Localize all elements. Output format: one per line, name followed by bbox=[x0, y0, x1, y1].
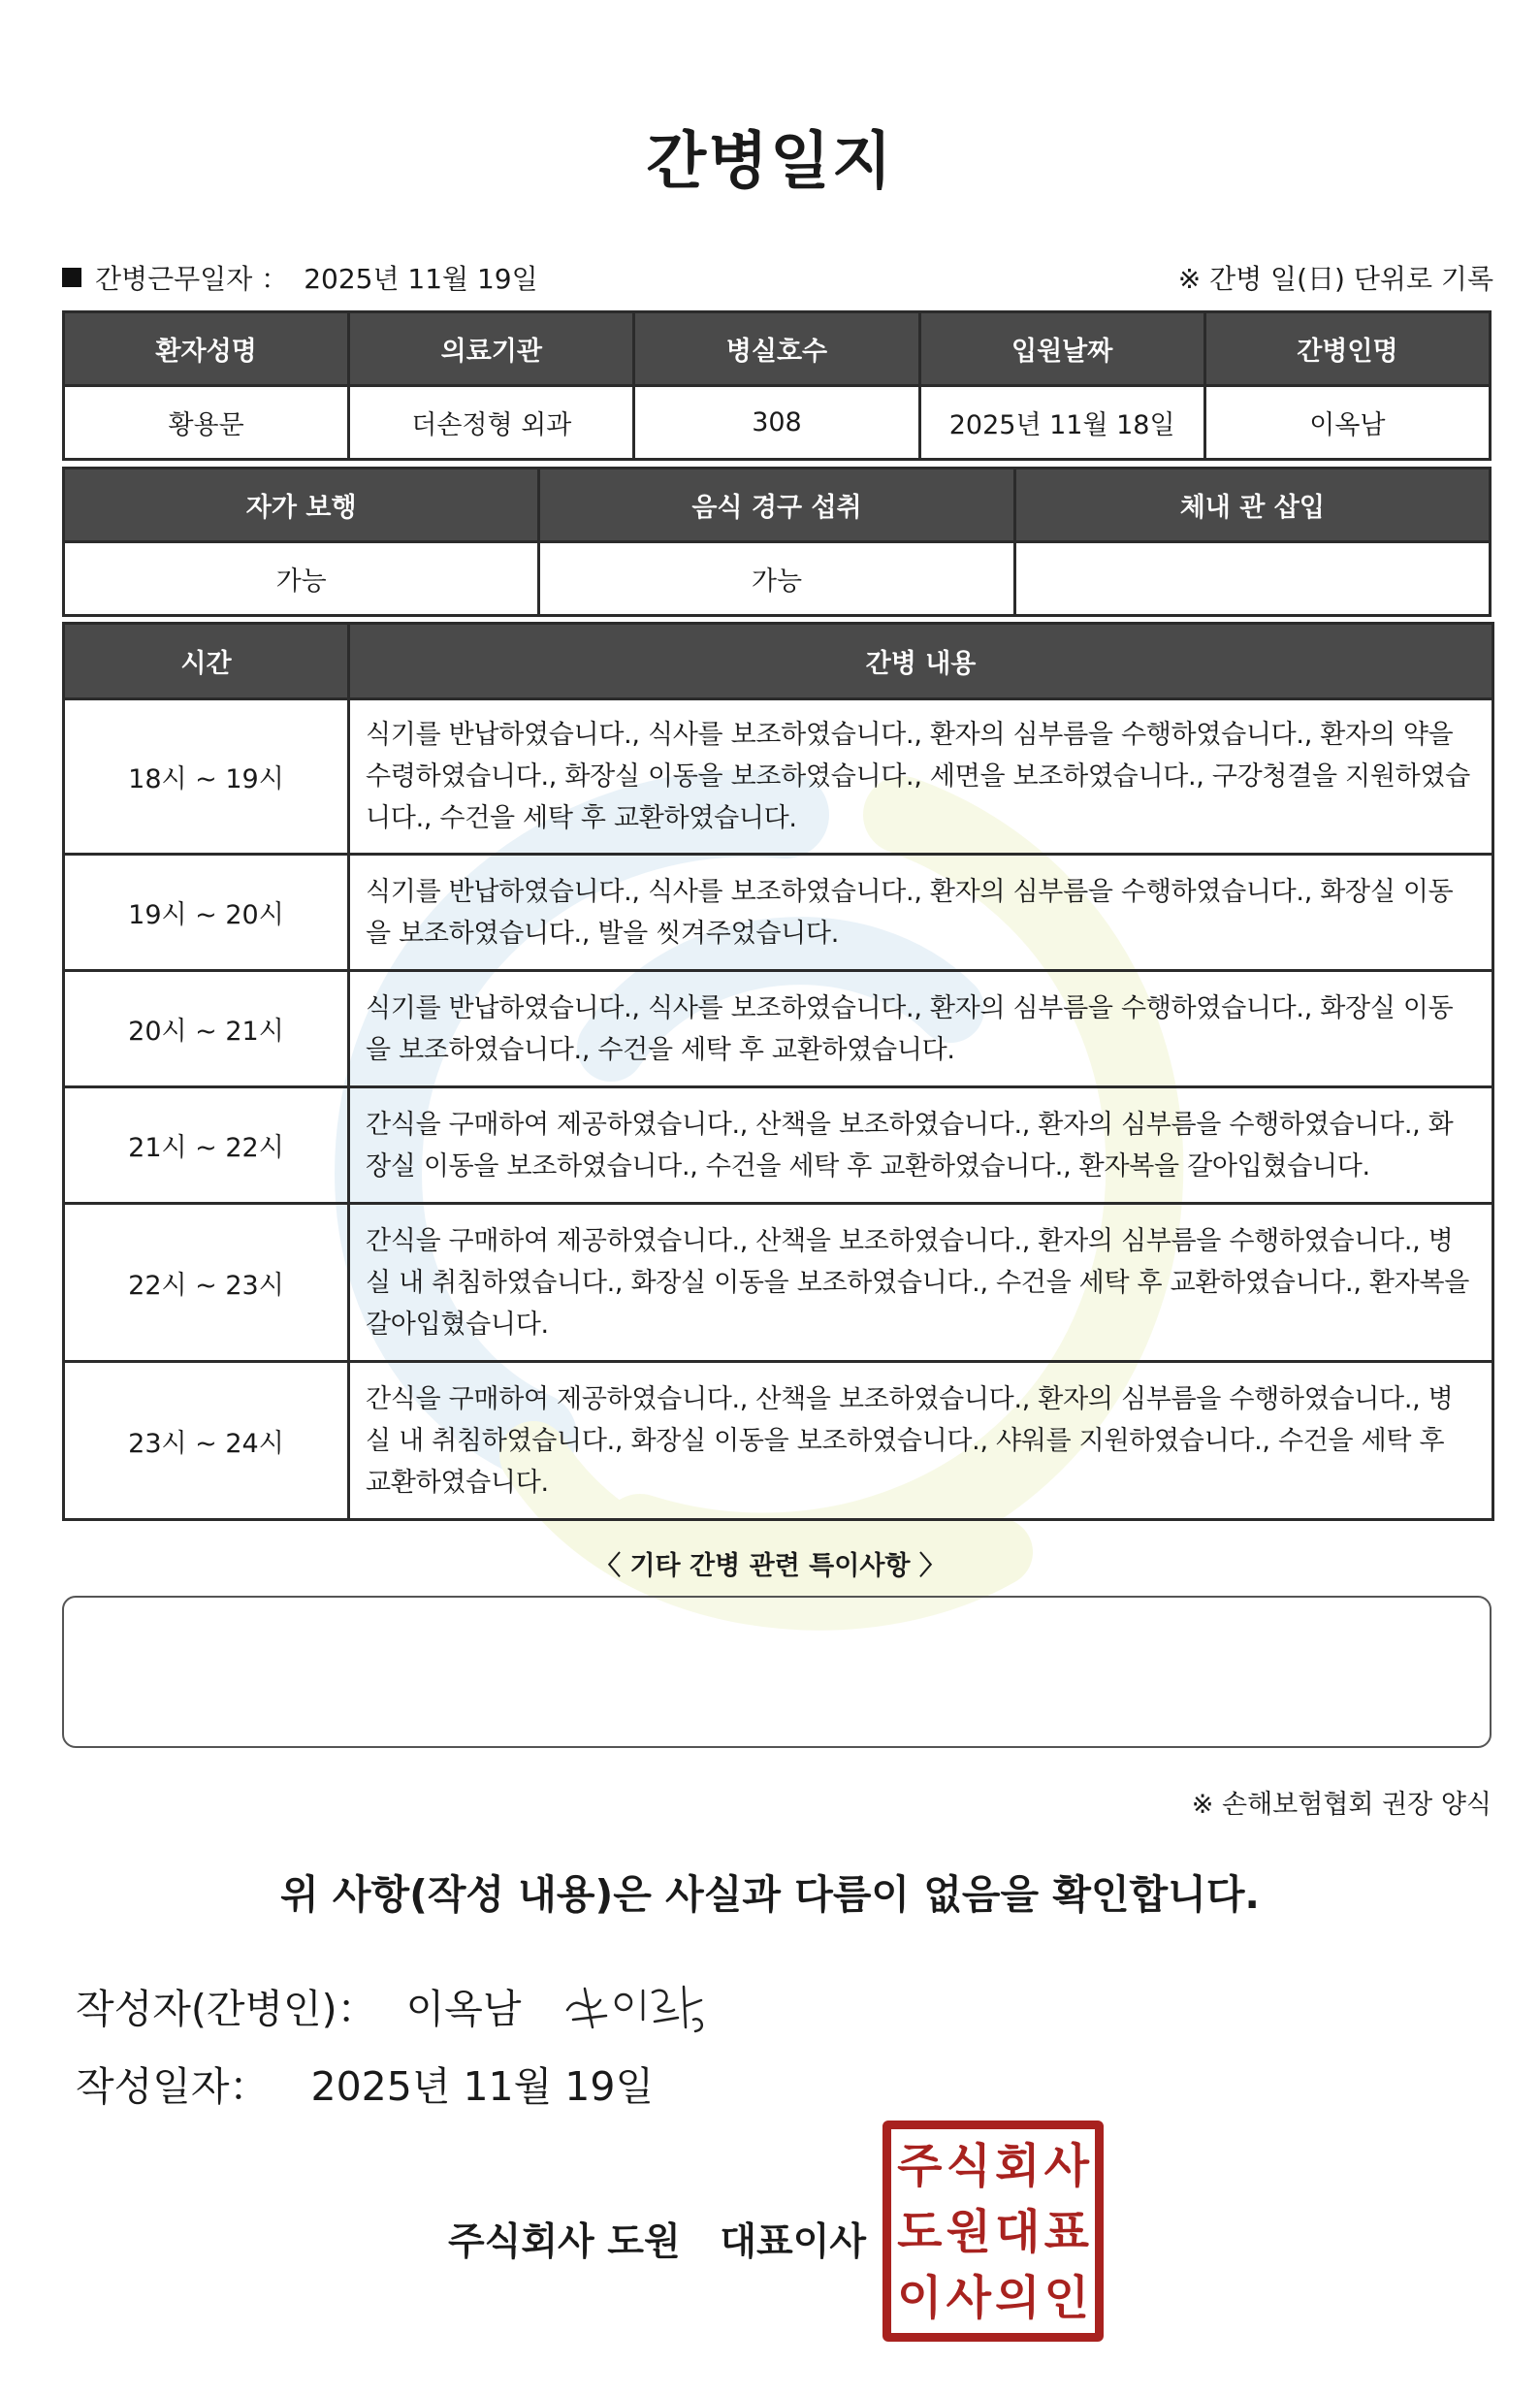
time-slot: 21시 ~ 22시 bbox=[64, 1087, 349, 1204]
company-representative: 주식회사 도원 대표이사 bbox=[448, 2220, 867, 2264]
room-number: 308 bbox=[634, 386, 919, 460]
written-date-row bbox=[76, 2055, 654, 2112]
header-care-content: 간병 내용 bbox=[349, 624, 1493, 699]
patient-name: 황용문 bbox=[64, 386, 349, 460]
time-slot: 23시 ~ 24시 bbox=[64, 1362, 349, 1520]
header-admission-date: 입원날짜 bbox=[919, 312, 1204, 386]
seal-char: 인 bbox=[1043, 2271, 1089, 2325]
patient-info-header-row bbox=[64, 312, 1491, 386]
care-log-table bbox=[62, 622, 1494, 1521]
written-date-label: 작성일자： bbox=[76, 2063, 270, 2110]
table-row bbox=[64, 1204, 1493, 1362]
confirmation-statement: 위 사항(작성 내용)은 사실과 다름이 없음을 확인합니다. bbox=[279, 1871, 1261, 1918]
time-slot: 18시 ~ 19시 bbox=[64, 699, 349, 855]
seal-char: 사 bbox=[1043, 2139, 1089, 2193]
care-content: 식기를 반납하였습니다., 식사를 보조하였습니다., 환자의 심부름을 수행하였습니다., 화장실 이동을 보조하였습니다., 수건을 세탁 후 교환하였습니다. bbox=[349, 971, 1493, 1087]
handwritten-signature-icon bbox=[560, 1971, 715, 2039]
special-notes-title: 〈 기타 간병 관련 특이사항 〉 bbox=[594, 1551, 946, 1581]
special-notes-content bbox=[64, 1598, 1490, 1629]
care-content: 간식을 구매하여 제공하였습니다., 산책을 보조하였습니다., 환자의 심부름을 수행하였습니다., 병실 내 취침하였습니다., 화장실 이동을 보조하였습니다., 수건을 세탁 후 교환하였습니다., 환자복을 갈아입혔습니다. bbox=[349, 1204, 1493, 1362]
writer-label: 작성자(간병인)： bbox=[76, 1985, 377, 2032]
header-oral-intake: 음식 경구 섭취 bbox=[539, 469, 1014, 542]
caregiver-name: 이옥남 bbox=[1204, 386, 1490, 460]
header-patient-name: 환자성명 bbox=[64, 312, 349, 386]
care-content: 간식을 구매하여 제공하였습니다., 산책을 보조하였습니다., 환자의 심부름을 수행하였습니다., 화장실 이동을 보조하였습니다., 수건을 세탁 후 교환하였습니다., 환자복을 갈아입혔습니다. bbox=[349, 1087, 1493, 1204]
time-slot: 20시 ~ 21시 bbox=[64, 971, 349, 1087]
square-bullet-icon bbox=[62, 268, 81, 287]
header-self-walking: 자가 보행 bbox=[64, 469, 539, 542]
care-log-header-row bbox=[64, 624, 1493, 699]
header-caregiver-name: 간병인명 bbox=[1204, 312, 1490, 386]
special-notes-box[interactable] bbox=[62, 1596, 1492, 1748]
document-title: 간병일지 bbox=[646, 126, 894, 198]
header-hospital: 의료기관 bbox=[349, 312, 634, 386]
seal-char: 주 bbox=[897, 2139, 943, 2193]
header-tube-insertion: 체내 관 삽입 bbox=[1014, 469, 1490, 542]
table-row bbox=[64, 699, 1493, 855]
self-walking-value: 가능 bbox=[64, 542, 539, 616]
header-time: 시간 bbox=[64, 624, 349, 699]
seal-char: 회 bbox=[995, 2139, 1041, 2193]
patient-status-table bbox=[62, 467, 1492, 617]
seal-char: 의 bbox=[995, 2271, 1041, 2325]
company-seal-stamp bbox=[882, 2121, 1104, 2342]
tube-insertion-value bbox=[1014, 542, 1490, 616]
seal-char: 표 bbox=[1043, 2205, 1089, 2259]
seal-char: 이 bbox=[897, 2271, 943, 2325]
writer-name: 이옥남 bbox=[405, 1985, 522, 2032]
work-date-value: 2025년 11월 19일 bbox=[304, 263, 538, 295]
table-row bbox=[64, 971, 1493, 1087]
table-row bbox=[64, 1087, 1493, 1204]
recommended-form-note: ※ 손해보험협회 권장 양식 bbox=[1191, 1790, 1492, 1820]
patient-info-value-row bbox=[64, 386, 1491, 460]
patient-info-table bbox=[62, 310, 1492, 461]
seal-char: 도 bbox=[897, 2205, 943, 2259]
written-date-value: 2025년 11월 19일 bbox=[310, 2063, 655, 2110]
seal-char: 식 bbox=[946, 2139, 991, 2193]
care-content: 식기를 반납하였습니다., 식사를 보조하였습니다., 환자의 심부름을 수행하였습니다., 환자의 약을 수령하였습니다., 화장실 이동을 보조하였습니다., 세면을 보조하였습니다., 구강청결을 지원하였습니다., 수건을 세탁 후 교환하였습니다. bbox=[349, 699, 1493, 855]
work-date-label: 간병근무일자 ： bbox=[95, 263, 289, 295]
status-header-row bbox=[64, 469, 1491, 542]
admission-date: 2025년 11월 18일 bbox=[919, 386, 1204, 460]
oral-intake-value: 가능 bbox=[539, 542, 1014, 616]
table-row bbox=[64, 855, 1493, 971]
time-slot: 22시 ~ 23시 bbox=[64, 1204, 349, 1362]
status-value-row bbox=[64, 542, 1491, 616]
table-row bbox=[64, 1362, 1493, 1520]
care-content: 식기를 반납하였습니다., 식사를 보조하였습니다., 환자의 심부름을 수행하였습니다., 화장실 이동을 보조하였습니다., 발을 씻겨주었습니다. bbox=[349, 855, 1493, 971]
writer-row bbox=[76, 1971, 715, 2039]
hospital-name: 더손정형 외과 bbox=[349, 386, 634, 460]
seal-char: 대 bbox=[995, 2205, 1041, 2259]
work-date-row bbox=[62, 258, 538, 297]
care-content: 간식을 구매하여 제공하였습니다., 산책을 보조하였습니다., 환자의 심부름을 수행하였습니다., 병실 내 취침하였습니다., 화장실 이동을 보조하였습니다., 샤워를 지원하였습니다., 수건을 세탁 후 교환하였습니다. bbox=[349, 1362, 1493, 1520]
seal-char: 사 bbox=[946, 2271, 991, 2325]
time-slot: 19시 ~ 20시 bbox=[64, 855, 349, 971]
header-room-number: 병실호수 bbox=[634, 312, 919, 386]
daily-record-note: ※ 간병 일(日) 단위로 기록 bbox=[1177, 263, 1493, 295]
seal-char: 원 bbox=[946, 2205, 991, 2259]
